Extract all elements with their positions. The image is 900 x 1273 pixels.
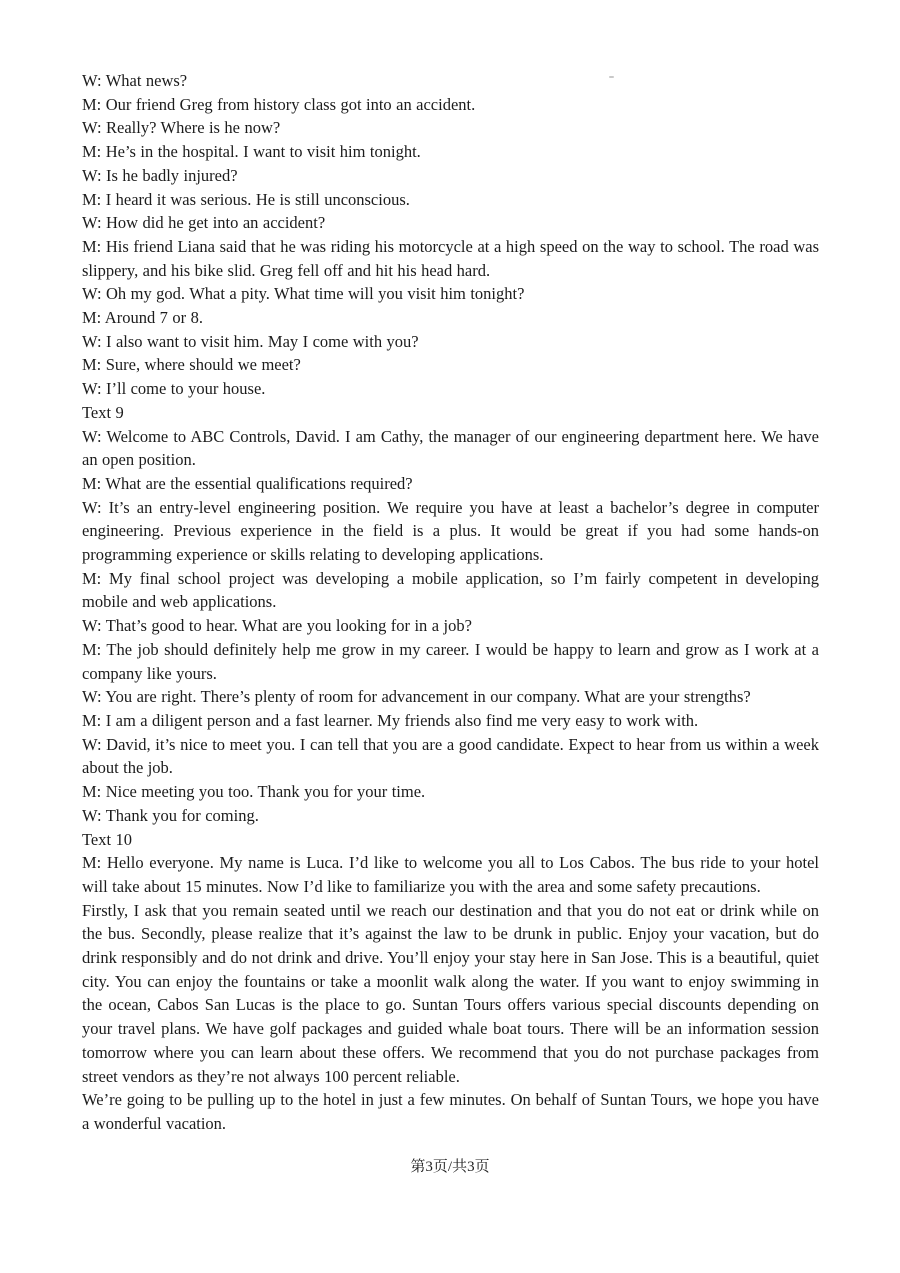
- transcript-paragraph: W: You are right. There’s plenty of room for advancement in our company. What are your strengths?: [82, 687, 751, 707]
- transcript-paragraph: W: Welcome to ABC Controls, David. I am Cathy, the manager of our engineering department here. We have an open position.: [82, 426, 819, 470]
- transcript-paragraph: M: Sure, where should we meet?: [82, 355, 301, 375]
- transcript-paragraph: W: How did he get into an accident?: [82, 213, 326, 233]
- transcript-paragraph: M: The job should definitely help me grow in my career. I would be happy to learn and grow as I work at a company like yours.: [82, 639, 819, 683]
- section-label: Text 9: [82, 402, 124, 422]
- page-number-footer: 第3页/共3页: [410, 1159, 490, 1175]
- transcript-paragraph: W: David, it’s nice to meet you. I can tell that you are a good candidate. Expect to hear from us within a week about the job.: [82, 734, 819, 778]
- transcript-paragraph: M: He’s in the hospital. I want to visit him tonight.: [82, 142, 421, 162]
- transcript-paragraph: M: Hello everyone. My name is Luca. I’d like to welcome you all to Los Cabos. The bus ride to your hotel will take about 15 minutes. Now I’d like to familiarize you with the area and some safety precautions.: [82, 853, 819, 896]
- transcript-paragraph: M: Nice meeting you too. Thank you for your time.: [82, 782, 426, 802]
- transcript-paragraph: We’re going to be pulling up to the hotel in just a few minutes. On behalf of Suntan Tours, we hope you have a wonderful vacation.: [82, 1090, 819, 1133]
- transcript-paragraph: W: What news?: [82, 71, 188, 90]
- transcript-paragraph: W: Really? Where is he now?: [82, 118, 281, 138]
- transcript: [82, 69, 819, 1136]
- transcript-paragraph: W: Is he badly injured?: [82, 165, 238, 185]
- transcript-paragraph: M: My final school project was developing a mobile application, so I’m fairly competent in developing mobile and web applications.: [82, 568, 819, 612]
- transcript-paragraph: W: I’ll come to your house.: [82, 379, 266, 399]
- transcript-paragraph: W: Thank you for coming.: [82, 805, 259, 825]
- transcript-paragraph: M: I am a diligent person and a fast learner. My friends also find me very easy to work with.: [82, 710, 699, 730]
- transcript-paragraph: M: Our friend Greg from history class got into an accident.: [82, 94, 476, 114]
- transcript-paragraph: M: I heard it was serious. He is still unconscious.: [82, 189, 410, 209]
- transcript-paragraph: M: What are the essential qualifications required?: [82, 473, 413, 493]
- section-label: Text 10: [82, 829, 133, 849]
- transcript-paragraph: W: That’s good to hear. What are you looking for in a job?: [82, 616, 472, 636]
- transcript-paragraph: M: Around 7 or 8.: [82, 308, 203, 328]
- transcript-paragraph: Firstly, I ask that you remain seated until we reach our destination and that you do not eat or drink while on the bus. Secondly, please realize that it’s against the law to be drunk in public. Enjoy your vacation, but do drink responsibly and do not drink and drive. You’ll enjoy your stay here in San Jose. This is a beautiful, quiet city. You can enjoy the fountains or take a moonlit walk along the water. If you want to enjoy swimming in the ocean, Cabos San Lucas is the place to go. Suntan Tours offers various special discounts depending on your travel plans. We have golf packages and guided whale boat tours. There will be an information session tomorrow where you can learn about these offers. We recommend that you do not purchase packages from street vendors as they’re not always 100 percent reliable.: [82, 900, 819, 1086]
- transcript-paragraph: W: Oh my god. What a pity. What time will you visit him tonight?: [82, 284, 525, 304]
- transcript-paragraph: W: I also want to visit him. May I come with you?: [82, 331, 419, 351]
- transcript-paragraph: M: His friend Liana said that he was riding his motorcycle at a high speed on the way to school. The road was slippery, and his bike slid. Greg fell off and hit his head hard.: [82, 236, 819, 280]
- transcript-paragraph: W: It’s an entry-level engineering position. We require you have at least a bachelor’s degree in computer engineering. Previous experience in the field is a plus. It would be great if you had some hands-on programming experience or skills relating to developing applications.: [82, 497, 819, 565]
